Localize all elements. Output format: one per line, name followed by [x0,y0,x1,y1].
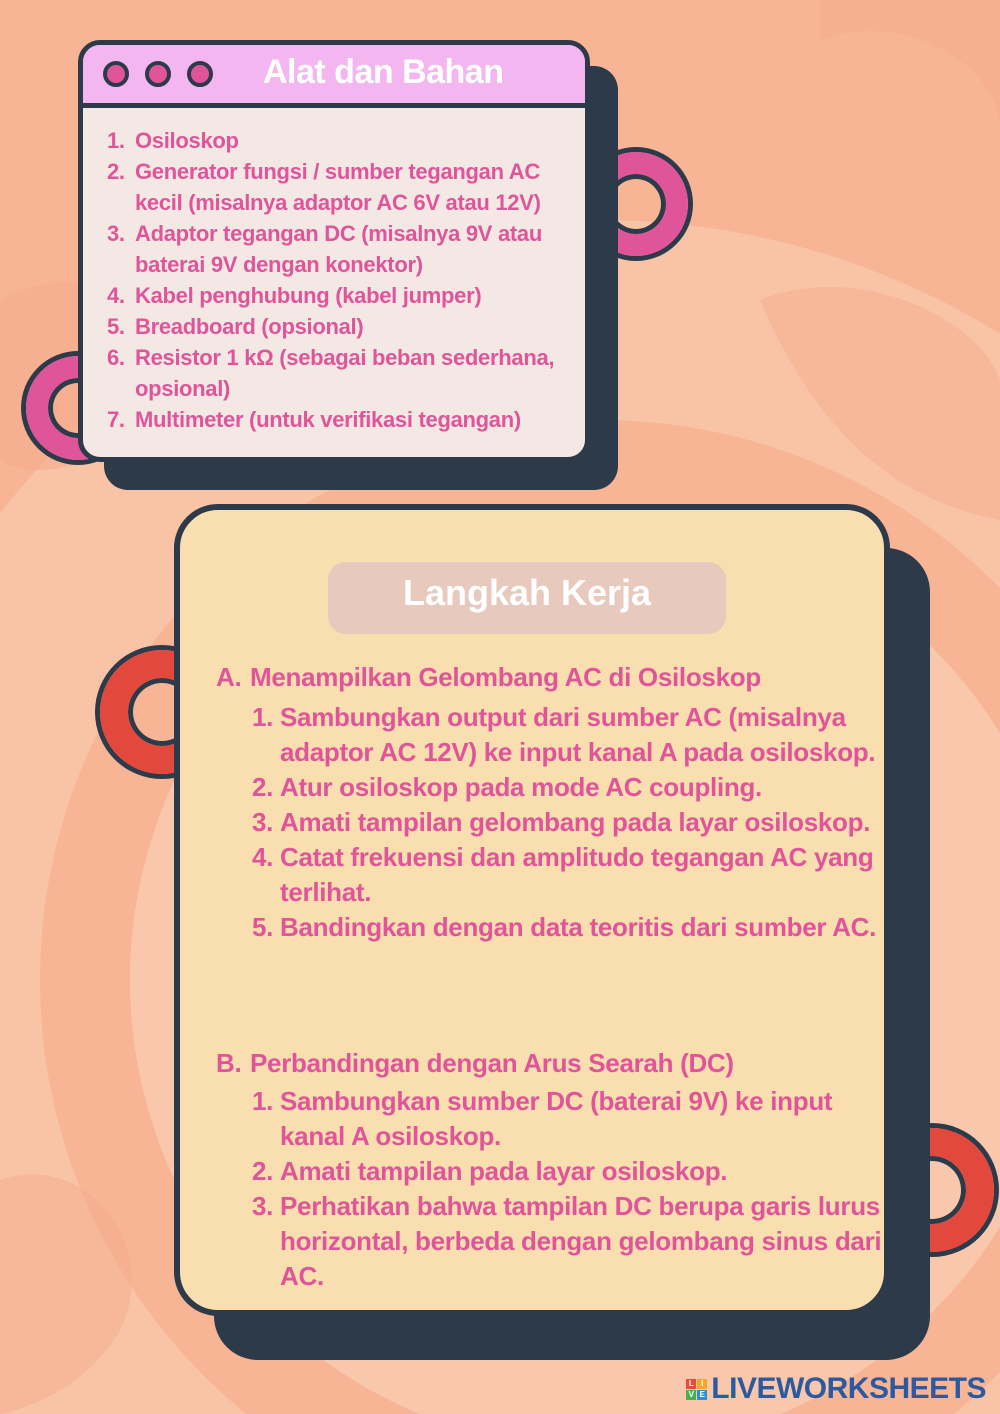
section-b-steps [252,1084,882,1294]
list-item: 6. Resistor 1 kΩ (sebagai beban sederhana, opsional) [107,345,555,401]
section-a-heading: A. Menampilkan Gelombang AC di Osiloskop [216,662,761,692]
list-item: 2. Atur osiloskop pada mode AC coupling. [252,772,762,802]
steps-title: Langkah Kerja [402,572,652,613]
list-item: 3. Amati tampilan gelombang pada layar osiloskop. [252,807,871,837]
list-item: 1. Osiloskop [107,128,239,153]
list-item: 2. Generator fungsi / sumber tegangan AC kecil (misalnya adaptor AC 6V atau 12V) [107,159,541,215]
materials-list [107,107,577,435]
liveworksheets-logo-icon: L I V E [686,1379,707,1400]
list-item: 1. Sambungkan output dari sumber AC (misalnya adaptor AC 12V) ke input kanal A pada osiloskop. [252,702,876,767]
steps-title-pill [328,562,726,634]
list-item: 4. Kabel penghubung (kabel jumper) [107,283,482,308]
materials-title: Alat dan Bahan [263,53,504,91]
section-a-steps [252,700,882,945]
materials-window [78,40,590,462]
section-b-heading: B. Perbandingan dengan Arus Searah (DC) [216,1048,734,1078]
list-item: 3. Perhatikan bahwa tampilan DC berupa garis lurus horizontal, berbeda dengan gelombang sinus dari AC. [252,1191,882,1291]
list-item: 1. Sambungkan sumber DC (baterai 9V) ke input kanal A osiloskop. [252,1086,833,1151]
liveworksheets-brand[interactable] [686,1372,986,1406]
list-item: 3. Adaptor tegangan DC (misalnya 9V atau baterai 9V dengan konektor) [107,221,542,277]
list-item: 5. Bandingkan dengan data teoritis dari sumber AC. [252,912,877,942]
list-item: 2. Amati tampilan pada layar osiloskop. [252,1156,728,1186]
list-item: 7. Multimeter (untuk verifikasi tegangan) [107,407,521,432]
steps-card [174,504,890,1316]
window-dot-icon [187,61,213,87]
window-dot-icon [145,61,171,87]
list-item: 4. Catat frekuensi dan amplitudo tegangan AC yang terlihat. [252,842,874,907]
list-item: 5. Breadboard (opsional) [107,314,364,339]
brand-name: LIVEWORKSHEETS [711,1372,986,1405]
window-titlebar [83,45,585,108]
window-dot-icon [103,61,129,87]
